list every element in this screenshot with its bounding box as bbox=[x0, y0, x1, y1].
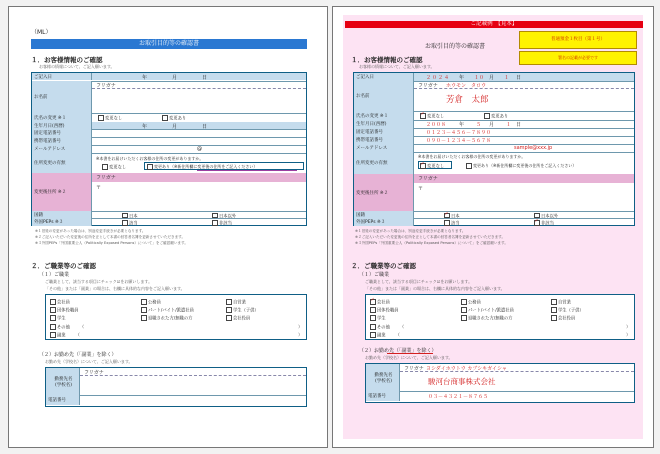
sample-date-year: ２０２４ bbox=[426, 75, 451, 81]
occ-student[interactable]: 学生 bbox=[50, 315, 66, 321]
footnote-1: ※１旧姓の変更があった場合は、別途変更手続きが必要となります。 bbox=[35, 229, 146, 233]
sample-email: sample@xxx.jp bbox=[514, 145, 553, 151]
occ-retired[interactable]: 退職された方/無職の方 bbox=[141, 315, 192, 321]
sample-occupation-table: ✓会社員 公務員 自営業 団体役職員 パート/バイト/派遣社員 学生（子供） 学生 退職された方/無職の方 会社役員 その他 （ ） 副業 （ ） bbox=[365, 294, 635, 340]
occ-civil-servant[interactable]: 公務員 bbox=[141, 299, 161, 305]
sample-date-month: １０ bbox=[474, 75, 485, 81]
nationality-other-option[interactable]: 日本以外 bbox=[212, 213, 236, 219]
sample-furigana: ホウモン タロウ bbox=[446, 83, 487, 89]
name-field[interactable] bbox=[96, 89, 296, 111]
name-label: お名前 bbox=[32, 81, 92, 113]
address-changed-option[interactable]: 変更あり（※新住所欄に変更後の住所をご記入ください） bbox=[147, 164, 257, 170]
occ-org-staff[interactable]: 団体役職員 bbox=[50, 307, 78, 313]
sample-employer: 駿河台商事株式会社 bbox=[428, 377, 496, 386]
customer-info-table: ご記入日 年 月 日 お名前 フリガナ 氏名の変更 ※１ 変更なし 変更あり 生年月日(西暦) 年 月 日 固定電話番号 携帯電話番号 メールアドレス @ 住所変更の有無 ※本書をお届けいただくお客様の住所の変更がありますか。 変更なし 変更あり（※新住所欄に変更後の住所をご記入ください） 変更後住所 ※２ フリガナ 〒 国籍 日本 日本以外 外国PEPs ※３ 該当 非該当 bbox=[31, 72, 307, 226]
sample-home-phone: ０１２３－４５６－７８９０ bbox=[426, 130, 492, 136]
peps-label: 外国PEPs ※３ bbox=[32, 218, 92, 226]
sample-note-sub: 署名の記載が必要です bbox=[519, 51, 637, 65]
occ-executive[interactable]: 会社役員 bbox=[226, 315, 250, 321]
name-changed-option[interactable]: 変更あり bbox=[162, 115, 186, 121]
occupation-table: 会社員 公務員 自営業 団体役職員 パート/バイト/派遣社員 学生（子供） 学生 退職された方/無職の方 会社役員 その他 （ ） 副業 （ ） bbox=[45, 294, 307, 340]
peps-applicable-option[interactable]: 該当 bbox=[122, 220, 138, 226]
nationality-label: 国籍 bbox=[32, 211, 92, 218]
date-label: ご記入日 bbox=[32, 73, 92, 80]
sample-customer-table: ご記入日 ２０２４ 年 １０ 月 １ 日 お名前 フリガナ ホウモン タロウ 芳倉 太郎 氏名の変更 ※１ ✓ 変更なし 変更あり 生年月日(西暦) ２００８ 年 ５ 月 １ 日 固定電話番号 ０１２３－４５６－７８９０ 携帯電話番号 ０９０－１２３４－５６７８ メールアドレス sample@xxx.jp 住所変更の有無 ※本書をお届けいただくお客様の住所の変更がありますか。 ✓変更なし 変更あり（※新住所欄に変更後の住所をご記入ください） 変更後住所 ※２ フリガナ 〒 国籍 ✓ 日本 日本以外 外国PEPs ※３ 該当 ✓ 非該当 bbox=[353, 72, 635, 226]
sample-title: お取引目的等の確認書 bbox=[425, 43, 486, 50]
occ-employee[interactable]: 会社員 bbox=[50, 299, 70, 305]
sample-birth-year: ２００８ bbox=[426, 122, 447, 128]
form-title: お取引目的等の確認書 bbox=[31, 39, 307, 49]
section1-note: お客様の情報について、ご記入願います。 bbox=[39, 64, 115, 69]
birth-label: 生年月日(西暦) bbox=[32, 122, 92, 129]
occ-self-employed[interactable]: 自営業 bbox=[226, 299, 246, 305]
sample-header: ご記載例 【見本】 bbox=[345, 21, 643, 28]
section1-heading: １．お客様情報のご確認 bbox=[31, 56, 103, 64]
occ-child[interactable]: 学生（子供） bbox=[226, 307, 259, 313]
sample-form-page: ご記載例 【見本】 普通預金１枚目（第１号） 署名の記載が必要です お取引目的等の確認書 １．お客様情報のご確認 お客様の情報について、ご記入願います。 ご記入日 ２０２４ 年 １０ 月 １ 日 お名前 フリガナ ホウモン タロウ 芳倉 太郎 氏名の変更 ※１ ✓ 変更なし 変更あり 生年月日(西暦) ２００８ 年 ５ 月 １ 日 固定電話番号 ０１２３－４５６－７８９０ 携帯電話番号 ０９０－１２３４－５６７８ メールアドレス sample@xxx.jp 住所変更の有無 ※本書をお届けいただくお客様の住所の変更がありますか。 ✓変更なし 変更あり（※新住所欄に変更後の住所をご記入ください） 変更後住所 ※２ フリガナ 〒 国籍 ✓ 日本 日本以外 外国PEPs ※３ 該当 ✓ 非該当 ※１旧姓の変更があった場合は、別途変更手続きが必要となります。 ※２ご記入いただいた変更後の住所を正として本書の回答者名簿を更新させていただきます。 ※３外国PEPs「外国重要公人（Politically Exposed Persons）について」をご確認願います。 ２．ご職業等のご確認 （１）ご職業 ご職業として、該当する項目にチェック☑をお願いします。 「その他」または「副業」の場合は、右欄に具体的な内容をご記入願います。 ✓会社員 公務員 自営業 団体役職員 パート/バイト/派遣社員 学生（子供） 学生 退職された方/無職の方 会社役員 その他 （ ） 副業 （ ） （２）お勤め先（「副業」を除く） お勤め先（学校名）について、ご記入願います。 勤務先名 (学校名) フリガナ ヨシダイホウトウ カブシキガイシャ 駿河台商事株式会社 電話番号 ０３－４３２１－８７６５ bbox=[332, 6, 654, 448]
occ-part-time[interactable]: パート/バイト/派遣社員 bbox=[141, 307, 194, 313]
sample-birth-month: ５ bbox=[476, 122, 482, 128]
name-unchanged-option[interactable]: 変更なし bbox=[98, 115, 122, 121]
occ-side-job[interactable]: 副業 （ bbox=[50, 332, 80, 338]
name-change-label: 氏名の変更 ※１ bbox=[32, 113, 92, 122]
employer-table: 勤務先名 (学校名) フリガナ 電話番号 bbox=[45, 367, 307, 407]
blank-form-page: （ML） お取引目的等の確認書 １．お客様情報のご確認 お客様の情報について、ご記入願います。 ご記入日 年 月 日 お名前 フリガナ 氏名の変更 ※１ 変更なし 変更あり 生年月日(西暦) 年 月 日 固定電話番号 携帯電話番号 メールアドレス @ 住所変更の有無 ※本書をお届けいただくお客様の住所の変更がありますか。 変更なし 変更あり（※新住所欄に変更後の住所をご記入ください） 変更後住所 ※２ フリガナ 〒 国籍 日本 日本以外 外国PEPs ※３ 該当 非該当 ※１旧姓の変更があった場合は、別途変更手続きが必要となります。 ※２ご記入いただいた変更後の住所を正として本書の回答者名簿を更新させていただきます。 ※３外国PEPs「外国重要公人（Politically Exposed Persons）について」をご確認願います。 ２．ご職業等のご確認 （１）ご職業 ご職業として、該当する項目にチェック☑をお願いします。 「その他」または「副業」の場合は、右欄に具体的な内容をご記入願います。 会社員 公務員 自営業 団体役職員 パート/バイト/派遣社員 学生（子供） 学生 退職された方/無職の方 会社役員 その他 （ ） 副業 （ ） （２）お勤め先（「副業」を除く） お勤め先（学校名）について、ご記入願います。 勤務先名 (学校名) フリガナ 電話番号 bbox=[8, 6, 328, 448]
peps-not-applicable-option[interactable]: 非該当 bbox=[212, 220, 232, 226]
address-change-label: 住所変更の有無 bbox=[32, 153, 92, 173]
sample-note-top: 普通預金１枚目（第１号） bbox=[519, 31, 637, 49]
sample-employer-furigana: ヨシダイホウトウ カブシキガイシャ bbox=[426, 366, 507, 372]
new-address-field[interactable] bbox=[104, 184, 294, 208]
sample-date-day: １ bbox=[504, 75, 510, 81]
home-phone-label: 固定電話番号 bbox=[32, 129, 92, 137]
footnote-3: ※３外国PEPs「外国重要公人（Politically Exposed Persons）について」をご確認願います。 bbox=[35, 241, 188, 245]
section2-heading: ２．ご職業等のご確認 bbox=[31, 262, 96, 270]
sample-birth-day: １ bbox=[506, 122, 512, 128]
email-label: メールアドレス bbox=[32, 145, 92, 153]
sample-employer-table: 勤務先名 (学校名) フリガナ ヨシダイホウトウ カブシキガイシャ 駿河台商事株式会社 電話番号 ０３－４３２１－８７６５ bbox=[365, 363, 635, 403]
employer-label: 勤務先名 (学校名) bbox=[46, 368, 80, 395]
sample-employer-phone: ０３－４３２１－８７６５ bbox=[428, 393, 489, 400]
footnote-2: ※２ご記入いただいた変更後の住所を正として本書の回答者名簿を更新させていただきます。 bbox=[35, 235, 186, 239]
sample-mobile: ０９０－１２３４－５６７８ bbox=[426, 138, 492, 144]
address-unchanged-option[interactable]: 変更なし bbox=[102, 164, 126, 170]
new-address-label: 変更後住所 ※２ bbox=[32, 173, 92, 211]
corner-label: （ML） bbox=[31, 29, 52, 36]
mobile-label: 携帯電話番号 bbox=[32, 137, 92, 145]
nationality-japan-option[interactable]: 日本 bbox=[122, 213, 138, 219]
occ-other[interactable]: その他 （ bbox=[50, 324, 84, 330]
employer-phone-label: 電話番号 bbox=[46, 395, 80, 405]
sample-name: 芳倉 太郎 bbox=[446, 95, 489, 105]
